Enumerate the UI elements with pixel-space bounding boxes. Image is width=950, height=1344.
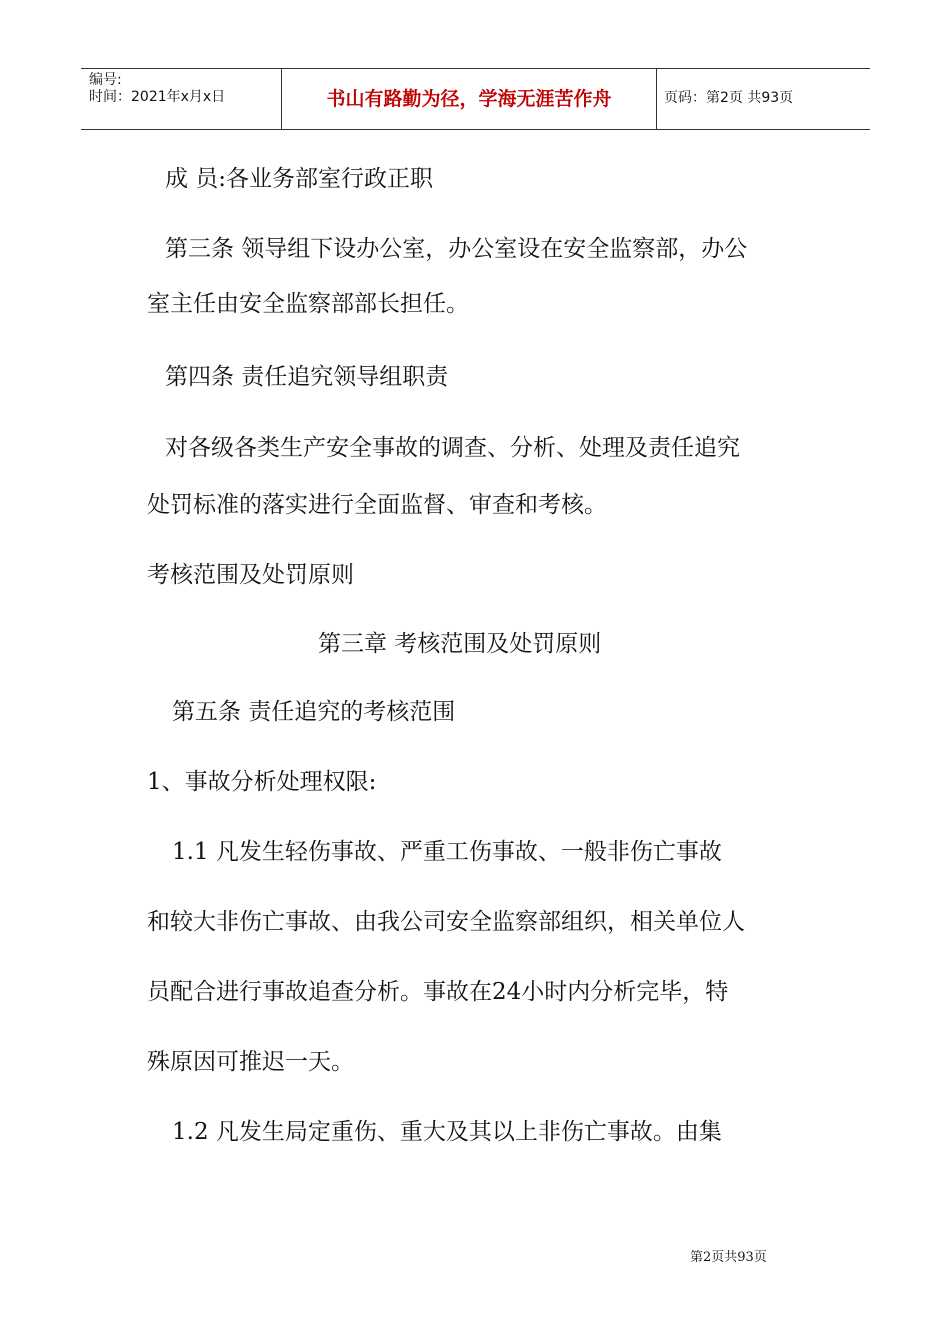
item-1-1-line-3: 员配合进行事故追查分析。事故在24小时内分析完毕，特 [147,979,729,1005]
member-line: 成 员:各业务部室行政正职 [165,166,434,192]
header-motto-cell [281,69,657,129]
header-page-cell [656,69,870,129]
serial-number-label: 编号: [89,72,122,88]
item-1-1-line-4: 殊原因可推迟一天。 [147,1049,354,1075]
chapter-heading: 第三章 考核范围及处罚原则 [318,631,602,657]
article-4-line-1: 对各级各类生产安全事故的调查、分析、处理及责任追究 [165,435,740,461]
item-1-2-line-1: 1.2 凡发生局定重伤、重大及其以上非伤亡事故。由集 [172,1119,722,1145]
header-info-cell [81,69,281,129]
article-3-line-1: 第三条 领导组下设办公室，办公室设在安全监察部，办公 [165,236,748,262]
article-4-line-2: 处罚标准的落实进行全面监督、审查和考核。 [147,492,607,518]
item-1-heading: 1、事故分析处理权限: [147,769,377,795]
item-1-1-line-1: 1.1 凡发生轻伤事故、严重工伤事故、一般非伤亡事故 [172,839,722,865]
motto-text: 书山有路勤为径，学海无涯苦作舟 [326,88,612,110]
header-page-number: 页码：第2页 共93页 [664,90,794,106]
footer-page-number: 第2页共93页 [690,1250,767,1265]
article-3-line-2: 室主任由安全监察部部长担任。 [147,291,469,317]
date-label: 时间：2021年x月x日 [89,89,226,105]
item-1-1-line-2: 和较大非伤亡事故、由我公司安全监察部组织，相关单位人 [147,909,745,935]
section-title: 考核范围及处罚原则 [147,562,354,588]
article-5-heading: 第五条 责任追究的考核范围 [172,699,456,725]
page-header [81,68,870,130]
article-4-heading: 第四条 责任追究领导组职责 [165,364,449,390]
